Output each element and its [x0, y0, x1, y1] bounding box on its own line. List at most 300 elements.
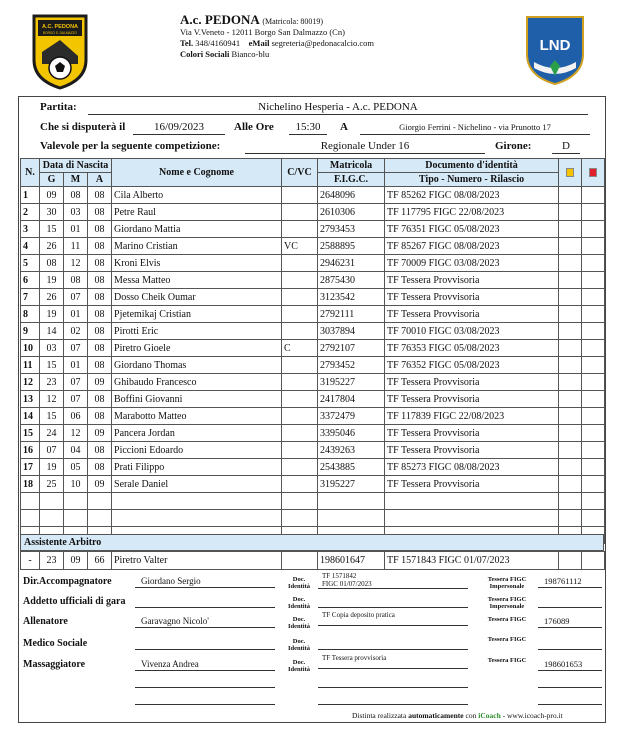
extra-line-2c — [538, 704, 602, 705]
dir-tess: 198761112 — [538, 576, 602, 588]
cell-mat: 2793453 — [318, 221, 385, 238]
cell-n — [21, 493, 40, 510]
cell-name: Giordano Mattia — [112, 221, 282, 238]
table-row — [21, 510, 605, 527]
cell-m: 10 — [64, 476, 88, 493]
cell-mat: 2793452 — [318, 357, 385, 374]
cell-name: Marabotto Matteo — [112, 408, 282, 425]
cell-cvc — [282, 357, 318, 374]
table-row — [21, 221, 605, 238]
cell-card — [582, 442, 605, 459]
cell-m: 08 — [64, 272, 88, 289]
cell-card — [559, 289, 582, 306]
roster-body — [21, 187, 605, 544]
venue-label: A — [340, 121, 348, 133]
allenatore-tess: 176089 — [538, 616, 602, 628]
cell-card — [582, 289, 605, 306]
table-row — [21, 289, 605, 306]
cell-a: 08 — [88, 442, 112, 459]
cell-cvc — [282, 391, 318, 408]
assistant-red — [582, 552, 605, 570]
cell-m: 12 — [64, 255, 88, 272]
cell-g: 19 — [40, 459, 64, 476]
cell-m: 01 — [64, 357, 88, 374]
cell-mat: 2792107 — [318, 340, 385, 357]
cell-doc: TF Tessera Provvisoria — [385, 272, 559, 289]
cell-g: 09 — [40, 187, 64, 204]
cell-m: 01 — [64, 306, 88, 323]
time-value: 15:30 — [289, 121, 327, 135]
cell-card — [559, 221, 582, 238]
cell-a: 08 — [88, 391, 112, 408]
cell-cvc — [282, 374, 318, 391]
cell-name: Ghibaudo Francesco — [112, 374, 282, 391]
cell-n: 11 — [21, 357, 40, 374]
table-row — [21, 442, 605, 459]
table-row — [21, 391, 605, 408]
cell-cvc — [282, 476, 318, 493]
cell-mat — [318, 510, 385, 527]
col-n: N. — [21, 159, 40, 187]
cell-card — [582, 425, 605, 442]
club-logo — [30, 12, 90, 90]
cell-mat: 2875430 — [318, 272, 385, 289]
cell-g: 23 — [40, 374, 64, 391]
yellow-card-col — [559, 159, 582, 187]
cell-n: 2 — [21, 204, 40, 221]
table-row — [21, 493, 605, 510]
cell-card — [559, 425, 582, 442]
cell-g: 24 — [40, 425, 64, 442]
cell-doc: TF 70009 FIGC 03/08/2023 — [385, 255, 559, 272]
cell-n: 9 — [21, 323, 40, 340]
cell-cvc — [282, 272, 318, 289]
extra-line-2a — [135, 704, 275, 705]
cell-card — [582, 204, 605, 221]
table-row — [21, 306, 605, 323]
cell-m: 03 — [64, 204, 88, 221]
cell-name: Dosso Cheik Oumar — [112, 289, 282, 306]
cell-name: Marino Cristian — [112, 238, 282, 255]
cell-doc: TF 76352 FIGC 05/08/2023 — [385, 357, 559, 374]
roster-table — [20, 158, 605, 544]
cell-n: 10 — [21, 340, 40, 357]
cell-mat: 2648096 — [318, 187, 385, 204]
col-a: A — [88, 173, 112, 187]
cell-n: 16 — [21, 442, 40, 459]
dir-label: Dir.Accompagnatore — [23, 576, 112, 587]
cell-n: 18 — [21, 476, 40, 493]
cell-doc: TF Tessera Provvisoria — [385, 391, 559, 408]
cell-mat: 2439263 — [318, 442, 385, 459]
cell-name: Piccioni Edoardo — [112, 442, 282, 459]
cell-card — [559, 204, 582, 221]
cell-m: 07 — [64, 340, 88, 357]
cell-mat: 2610306 — [318, 204, 385, 221]
cell-card — [559, 306, 582, 323]
col-figc: F.I.G.C. — [318, 173, 385, 187]
cell-m: 07 — [64, 374, 88, 391]
cell-g: 19 — [40, 306, 64, 323]
cell-m: 04 — [64, 442, 88, 459]
table-row — [21, 425, 605, 442]
cell-n — [21, 510, 40, 527]
cell-a: 08 — [88, 238, 112, 255]
cell-g: 15 — [40, 221, 64, 238]
svg-text:BORGO S. DALMAZZO: BORGO S. DALMAZZO — [42, 31, 78, 35]
cell-doc: TF 70010 FIGC 03/08/2023 — [385, 323, 559, 340]
cell-card — [582, 510, 605, 527]
medico-name-line — [135, 649, 275, 650]
cell-m: 06 — [64, 408, 88, 425]
cell-m: 08 — [64, 187, 88, 204]
time-label: Alle Ore — [234, 121, 274, 133]
cell-m: 07 — [64, 289, 88, 306]
cell-card — [559, 442, 582, 459]
addetto-tess-label: Tessera FIGC Impersonale — [487, 596, 527, 610]
girone-label: Girone: — [495, 140, 532, 152]
dir-doc: TF 1571842 FIGC 01/07/2023 — [318, 573, 468, 589]
cell-m: 07 — [64, 391, 88, 408]
red-card-col — [582, 159, 605, 187]
table-row — [21, 187, 605, 204]
cell-g: 26 — [40, 238, 64, 255]
club-colors: Colori Sociali Bianco-blu — [180, 49, 270, 59]
competition-label: Valevole per la seguente competizione: — [40, 140, 221, 152]
header-row-1 — [21, 159, 605, 173]
cell-card — [559, 510, 582, 527]
cell-a: 08 — [88, 255, 112, 272]
cell-mat: 3037894 — [318, 323, 385, 340]
cell-cvc — [282, 221, 318, 238]
assistant-a: 66 — [88, 552, 112, 570]
cell-n: 4 — [21, 238, 40, 255]
cell-cvc — [282, 306, 318, 323]
cell-cvc — [282, 204, 318, 221]
cell-m: 01 — [64, 221, 88, 238]
cell-cvc — [282, 459, 318, 476]
cell-card — [582, 476, 605, 493]
cell-doc: TF 76353 FIGC 05/08/2023 — [385, 340, 559, 357]
cell-doc: TF Tessera Provvisoria — [385, 289, 559, 306]
cell-name: Giordano Thomas — [112, 357, 282, 374]
date-value: 16/09/2023 — [133, 121, 225, 135]
addetto-name-line — [135, 607, 275, 608]
cell-doc: TF Tessera Provvisoria — [385, 476, 559, 493]
table-row — [21, 357, 605, 374]
cell-card — [582, 374, 605, 391]
allenatore-tess-label: Tessera FIGC — [487, 616, 527, 623]
cell-mat: 3123542 — [318, 289, 385, 306]
cell-card — [582, 272, 605, 289]
col-m: M — [64, 173, 88, 187]
table-row — [21, 476, 605, 493]
girone-value: D — [552, 140, 580, 154]
cell-g: 12 — [40, 391, 64, 408]
cell-card — [559, 340, 582, 357]
cell-doc: TF Tessera Provvisoria — [385, 374, 559, 391]
cell-a: 08 — [88, 187, 112, 204]
cell-cvc: C — [282, 340, 318, 357]
cell-mat: 2588895 — [318, 238, 385, 255]
col-name: Nome e Cognome — [112, 159, 282, 187]
cell-mat: 2946231 — [318, 255, 385, 272]
massaggiatore-doc-label: Doc. Identità — [287, 659, 311, 673]
cell-a: 09 — [88, 374, 112, 391]
cell-doc: TF 85262 FIGC 08/08/2023 — [385, 187, 559, 204]
cell-cvc — [282, 323, 318, 340]
cell-card — [582, 459, 605, 476]
cell-n: 8 — [21, 306, 40, 323]
cell-name: Pirotti Eric — [112, 323, 282, 340]
massaggiatore-tess: 198601653 — [538, 659, 602, 671]
cell-cvc — [282, 255, 318, 272]
cell-card — [582, 221, 605, 238]
cell-g: 14 — [40, 323, 64, 340]
col-dob: Data di Nascita — [40, 159, 112, 173]
cell-card — [582, 255, 605, 272]
cell-g — [40, 493, 64, 510]
massaggiatore-tess-label: Tessera FIGC — [487, 657, 527, 664]
cell-n: 17 — [21, 459, 40, 476]
cell-doc: TF Tessera Provvisoria — [385, 442, 559, 459]
cell-card — [582, 408, 605, 425]
cell-a: 08 — [88, 289, 112, 306]
extra-line-1a — [135, 687, 275, 688]
assistant-matricola: 198601647 — [318, 552, 385, 570]
cell-n: 14 — [21, 408, 40, 425]
cell-n: 1 — [21, 187, 40, 204]
table-row — [21, 340, 605, 357]
cell-cvc: VC — [282, 238, 318, 255]
competition-value: Regionale Under 16 — [245, 140, 485, 154]
cell-card — [559, 272, 582, 289]
cell-card — [582, 340, 605, 357]
cell-g: 15 — [40, 408, 64, 425]
cell-card — [559, 459, 582, 476]
cell-g: 03 — [40, 340, 64, 357]
partita-value: Nichelino Hesperia - A.c. PEDONA — [88, 101, 588, 115]
cell-cvc — [282, 510, 318, 527]
extra-line-2b — [318, 704, 468, 705]
cell-mat — [318, 493, 385, 510]
allenatore-doc: TF Copia deposito pratica — [318, 612, 468, 626]
cell-card — [582, 238, 605, 255]
cell-mat: 3395046 — [318, 425, 385, 442]
table-row — [21, 272, 605, 289]
cell-mat: 3195227 — [318, 476, 385, 493]
cell-name: Petre Raul — [112, 204, 282, 221]
cell-g: 07 — [40, 442, 64, 459]
club-address: Via V.Veneto - 12011 Borgo San Dalmazzo (Cn) — [180, 27, 345, 37]
dir-name: Giordano Sergio — [135, 576, 275, 588]
cell-doc: TF Tessera Provvisoria — [385, 425, 559, 442]
medico-label: Medico Sociale — [23, 638, 88, 649]
medico-tess-line — [538, 649, 602, 650]
cell-mat: 2543885 — [318, 459, 385, 476]
addetto-doc-line — [318, 607, 468, 608]
cell-a: 08 — [88, 357, 112, 374]
partita-label: Partita: — [40, 101, 77, 113]
allenatore-name: Garavagno Nicolo' — [135, 616, 275, 628]
cell-cvc — [282, 493, 318, 510]
cell-a — [88, 510, 112, 527]
dir-tess-label: Tessera FIGC Impersonale — [487, 576, 527, 590]
col-g: G — [40, 173, 64, 187]
cell-name: Piretro Gioele — [112, 340, 282, 357]
cell-doc — [385, 510, 559, 527]
svg-text:A.C. PEDONA: A.C. PEDONA — [41, 24, 79, 30]
cell-doc: TF Tessera Provvisoria — [385, 306, 559, 323]
cell-cvc — [282, 289, 318, 306]
cell-a: 08 — [88, 408, 112, 425]
col-matricola: Matricola — [318, 159, 385, 173]
col-doc: Documento d'identità — [385, 159, 559, 173]
cell-m — [64, 493, 88, 510]
cell-n: 3 — [21, 221, 40, 238]
assistant-n: - — [21, 552, 40, 570]
extra-line-1c — [538, 687, 602, 688]
cell-card — [559, 391, 582, 408]
cell-mat: 3195227 — [318, 374, 385, 391]
cell-n: 7 — [21, 289, 40, 306]
cell-name: Prati Filippo — [112, 459, 282, 476]
col-cvc: C/VC — [282, 159, 318, 187]
footer: Distinta realizzata automaticamente con iCoach - www.icoach-pro.it — [352, 711, 563, 720]
table-row — [21, 238, 605, 255]
cell-a: 08 — [88, 204, 112, 221]
table-row — [21, 374, 605, 391]
cell-g: 25 — [40, 476, 64, 493]
assistant-row — [20, 551, 605, 570]
cell-a: 08 — [88, 459, 112, 476]
cell-g: 30 — [40, 204, 64, 221]
table-row — [21, 204, 605, 221]
addetto-doc-label: Doc. Identità — [287, 596, 311, 610]
cell-card — [559, 255, 582, 272]
assistant-name: Piretro Valter — [112, 552, 282, 570]
cell-g: 26 — [40, 289, 64, 306]
cell-g: 15 — [40, 357, 64, 374]
cell-card — [559, 323, 582, 340]
cell-g: 08 — [40, 255, 64, 272]
cell-name: Serale Daniel — [112, 476, 282, 493]
cell-mat: 2792111 — [318, 306, 385, 323]
col-doc-sub: Tipo - Numero - Rilascio — [385, 173, 559, 187]
table-row — [21, 459, 605, 476]
assistant-cvc — [282, 552, 318, 570]
cell-card — [582, 323, 605, 340]
cell-a — [88, 493, 112, 510]
cell-cvc — [282, 187, 318, 204]
cell-a: 08 — [88, 340, 112, 357]
cell-cvc — [282, 408, 318, 425]
cell-a: 08 — [88, 323, 112, 340]
cell-m: 05 — [64, 459, 88, 476]
medico-doc-line — [318, 649, 468, 650]
assistant-yellow — [559, 552, 582, 570]
extra-line-1b — [318, 687, 468, 688]
cell-card — [559, 493, 582, 510]
assistant-g: 23 — [40, 552, 64, 570]
date-label: Che si disputerà il — [40, 121, 126, 133]
cell-a: 09 — [88, 476, 112, 493]
cell-m: 02 — [64, 323, 88, 340]
cell-doc: TF 117839 FIGC 22/08/2023 — [385, 408, 559, 425]
cell-a: 08 — [88, 306, 112, 323]
addetto-tess-line — [538, 607, 602, 608]
cell-n: 6 — [21, 272, 40, 289]
cell-card — [559, 408, 582, 425]
massaggiatore-doc: TF Tessera provvisoria — [318, 655, 468, 669]
table-row — [21, 408, 605, 425]
venue-value: Giorgio Ferrini - Nichelino - via Prunotto 17 — [360, 121, 590, 135]
cell-n: 12 — [21, 374, 40, 391]
table-row — [21, 323, 605, 340]
cell-name: Pancera Jordan — [112, 425, 282, 442]
cell-card — [582, 187, 605, 204]
cell-card — [559, 187, 582, 204]
yellow-card-icon — [566, 168, 574, 177]
cell-card — [559, 357, 582, 374]
cell-mat: 3372479 — [318, 408, 385, 425]
club-name: A.c. PEDONA (Matricola: 80019) — [180, 12, 323, 27]
cell-n: 5 — [21, 255, 40, 272]
cell-name: Cila Alberto — [112, 187, 282, 204]
assistant-doc: TF 1571843 FIGC 01/07/2023 — [385, 552, 559, 570]
cell-n: 15 — [21, 425, 40, 442]
allenatore-doc-label: Doc. Identità — [287, 616, 311, 630]
cell-a: 09 — [88, 425, 112, 442]
cell-name — [112, 493, 282, 510]
medico-tess-label: Tessera FIGC — [487, 636, 527, 643]
cell-m — [64, 510, 88, 527]
cell-name: Pjetemikaj Cristian — [112, 306, 282, 323]
addetto-label: Addetto ufficiali di gara — [23, 596, 126, 607]
dir-doc-label: Doc. Identità — [287, 576, 311, 590]
cell-card — [582, 493, 605, 510]
cell-a: 08 — [88, 272, 112, 289]
assistant-header: Assistente Arbitro — [20, 534, 604, 551]
cell-card — [582, 357, 605, 374]
cell-g — [40, 510, 64, 527]
cell-name — [112, 510, 282, 527]
cell-m: 11 — [64, 238, 88, 255]
assistant-m: 09 — [64, 552, 88, 570]
cell-name: Kroni Elvis — [112, 255, 282, 272]
cell-cvc — [282, 442, 318, 459]
cell-doc: TF 117795 FIGC 22/08/2023 — [385, 204, 559, 221]
club-info — [180, 14, 374, 60]
cell-g: 19 — [40, 272, 64, 289]
cell-card — [559, 238, 582, 255]
cell-a: 08 — [88, 221, 112, 238]
massaggiatore-name: Vivenza Andrea — [135, 659, 275, 671]
cell-card — [582, 391, 605, 408]
icoach-brand: iCoach — [478, 711, 501, 720]
cell-mat: 2417804 — [318, 391, 385, 408]
cell-card — [559, 476, 582, 493]
cell-name: Messa Matteo — [112, 272, 282, 289]
cell-cvc — [282, 425, 318, 442]
cell-doc: TF 76351 FIGC 05/08/2023 — [385, 221, 559, 238]
medico-doc-label: Doc. Identità — [287, 638, 311, 652]
lnd-logo — [524, 14, 586, 86]
cell-card — [559, 374, 582, 391]
svg-text:LND: LND — [539, 37, 571, 54]
massaggiatore-label: Massaggiatore — [23, 659, 86, 670]
allenatore-label: Allenatore — [23, 616, 68, 627]
